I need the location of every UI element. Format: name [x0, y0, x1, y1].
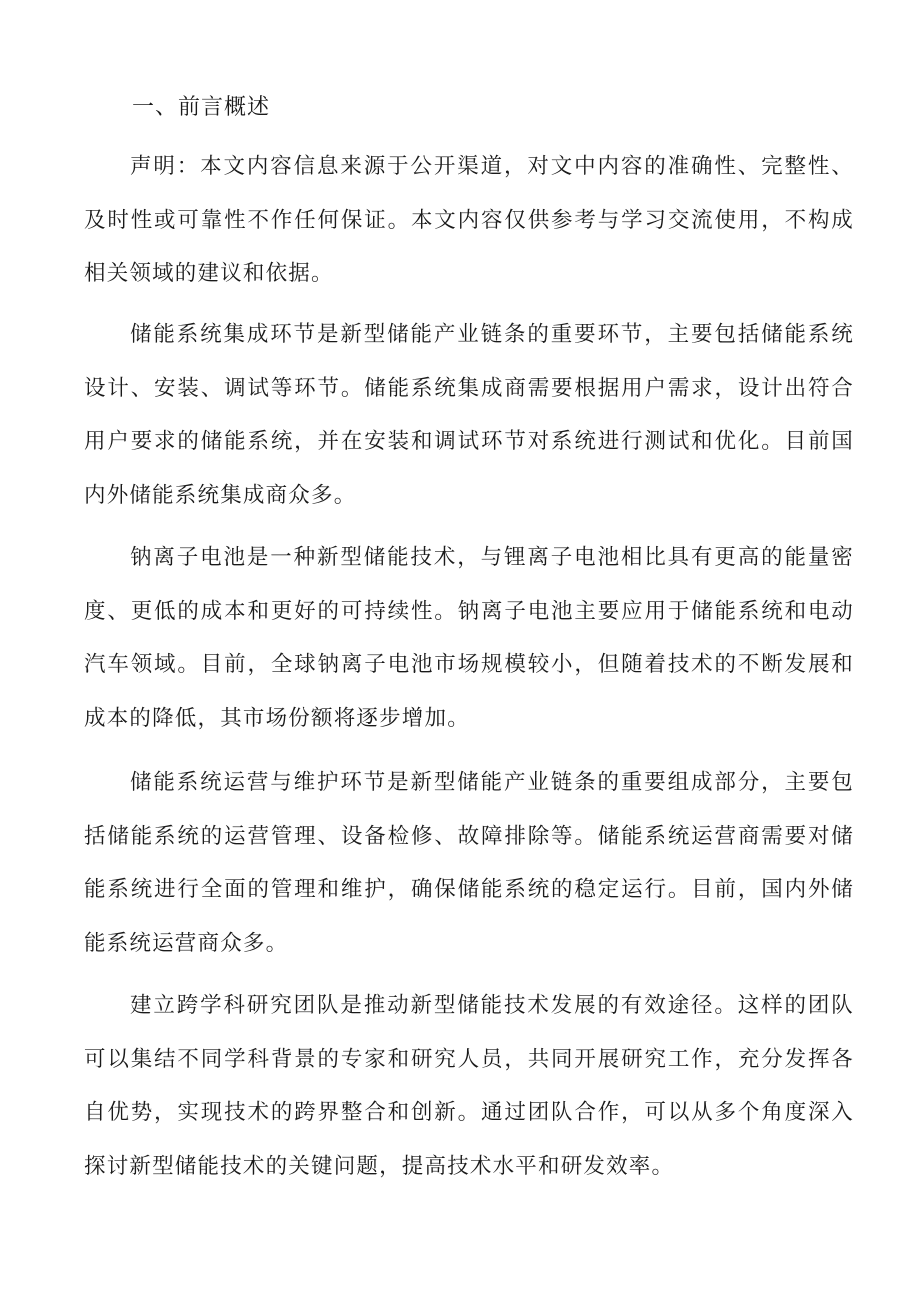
body-paragraph: 建立跨学科研究团队是推动新型储能技术发展的有效途径。这样的团队可以集结不同学科背景的专家和研究人员，共同开展研究工作，充分发挥各自优势，实现技术的跨界整合和创新。通过团队合作，可以从多个角度深入探讨新型储能技术的关键问题，提高技术水平和研发效率。	[84, 993, 854, 1179]
body-paragraph: 储能系统运营与维护环节是新型储能产业链条的重要组成部分，主要包括储能系统的运营管理、设备检修、故障排除等。储能系统运营商需要对储能系统进行全面的管理和维护，确保储能系统的稳定运行。目前，国内外储能系统运营商众多。	[84, 770, 854, 956]
section-heading: 一、前言概述	[132, 95, 271, 120]
disclaimer-paragraph: 声明：本文内容信息来源于公开渠道，对文中内容的准确性、完整性、及时性或可靠性不作任何保证。本文内容仅供参考与学习交流使用，不构成相关领域的建议和依据。	[84, 154, 854, 286]
body-paragraph: 储能系统集成环节是新型储能产业链条的重要环节，主要包括储能系统设计、安装、调试等环节。储能系统集成商需要根据用户需求，设计出符合用户要求的储能系统，并在安装和调试环节对系统进行测试和优化。目前国内外储能系统集成商众多。	[84, 322, 854, 508]
body-paragraph: 钠离子电池是一种新型储能技术，与锂离子电池相比具有更高的能量密度、更低的成本和更好的可持续性。钠离子电池主要应用于储能系统和电动汽车领域。目前，全球钠离子电池市场规模较小，但随着技术的不断发展和成本的降低，其市场份额将逐步增加。	[84, 545, 854, 731]
